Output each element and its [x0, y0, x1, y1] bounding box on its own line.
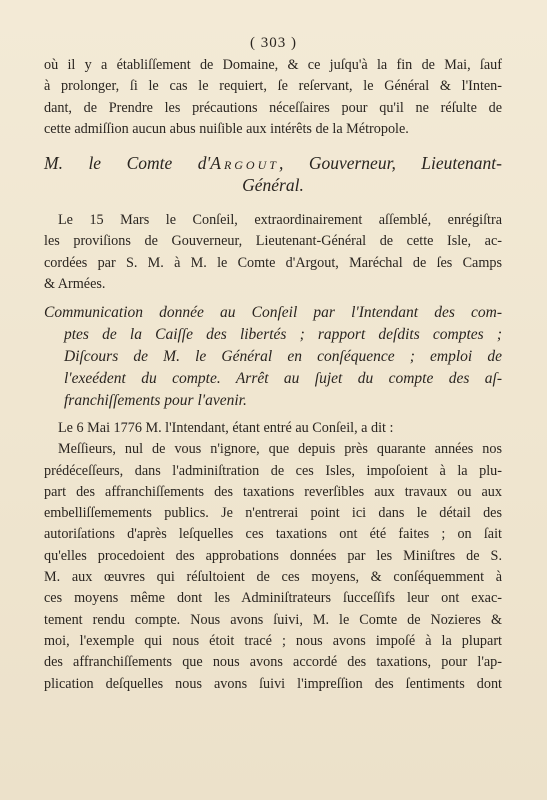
text-line: les proviſions de Gouverneur, Lieutenant-Général de cette Isle, ac-: [44, 233, 502, 250]
paragraph-3: [44, 418, 502, 695]
text-line: des affranchiſſements que nous avons accordé des taxations, pour l'ap-: [44, 654, 502, 671]
text-line: où il y a établiſſement de Domaine, & ce juſqu'à la fin de Mai, ſauf: [44, 57, 502, 73]
text-line: cette admiſſion aucun abus nuiſible aux intérêts de la Métropole.: [44, 120, 409, 137]
text-line: plication deſquelles nous avons ſuivi l'impreſſion des ſentiments dont: [44, 675, 502, 692]
text-line: moi, l'exemple qui nous étoit tracé ; nous avons impoſé à la plupart: [44, 632, 502, 649]
text-line: cordées par S. M. à M. le Comte d'Argout, Maréchal de ſes Camps: [44, 254, 502, 271]
text-line: autoriſations d'après leſquelles ces taxations ont été faites ; on ſait: [44, 526, 502, 543]
paragraph-1: [44, 55, 502, 140]
summary-line: franchiſſements pour l'avenir.: [64, 392, 247, 409]
text-line: Le 15 Mars le Conſeil, extraordinairement aſſemblé, enrégiſtra: [58, 212, 502, 228]
summary-line: Communication donnée au Conſeil par l'Intendant des com-: [44, 304, 502, 321]
text-line: part des affranchiſſements des taxations reverſibles aux travaux ou aux: [44, 483, 502, 500]
text-line: Le 6 Mai 1776 M. l'Intendant, étant entré au Conſeil, a dit :: [58, 420, 394, 436]
text-line: M. aux œuvres qui réſultoient de ces moyens, & conſéquemment à: [44, 569, 502, 586]
text-line: qu'elles procedoient des approbations données par les Miniſtres de S.: [44, 547, 502, 564]
summary-line: ptes de la Caiſſe des libertés ; rapport deſdits comptes ;: [64, 326, 502, 343]
text-line: prédéceſſeurs, dans l'adminiſtration de ces Isles, impoſoient à la plu-: [44, 462, 502, 479]
text-line: ces moyens même dont les Adminiſtrateurs ſucceſſifs leur ont exac-: [44, 590, 502, 607]
heading-name: Argout: [210, 153, 279, 173]
text-line: & Armées.: [44, 275, 106, 292]
summary-block: [44, 302, 502, 412]
text-line: tement rendu compte. Nous avons ſuivi, M. le Comte de Nozieres &: [44, 611, 502, 628]
section-heading: [44, 152, 502, 196]
paragraph-2: [44, 210, 502, 295]
text-line: Meſſieurs, nul de vous n'ignore, que depuis près quarante années nos: [58, 441, 502, 458]
heading-suffix: , Gouverneur, Lieutenant-: [278, 153, 502, 173]
text-line: dant, de Prendre les précautions néceſſaires pour qu'il ne réſulte de: [44, 99, 502, 116]
page-number: ( 303 ): [250, 35, 297, 51]
text-line: embelliſſemements publics. Je n'entrerai point ici dans le détail des: [44, 505, 502, 522]
heading-prefix: M. le Comte d': [44, 153, 211, 173]
heading-line-2: Général.: [242, 175, 304, 195]
text-line: à prolonger, ſi le cas le requiert, ſe reſervant, le Général & l'Inten-: [44, 78, 502, 95]
summary-line: Diſcours de M. le Général en conſéquence ; emploi de: [64, 348, 502, 365]
summary-line: l'exeédent du compte. Arrêt au ſujet du compte des aſ-: [64, 370, 502, 387]
